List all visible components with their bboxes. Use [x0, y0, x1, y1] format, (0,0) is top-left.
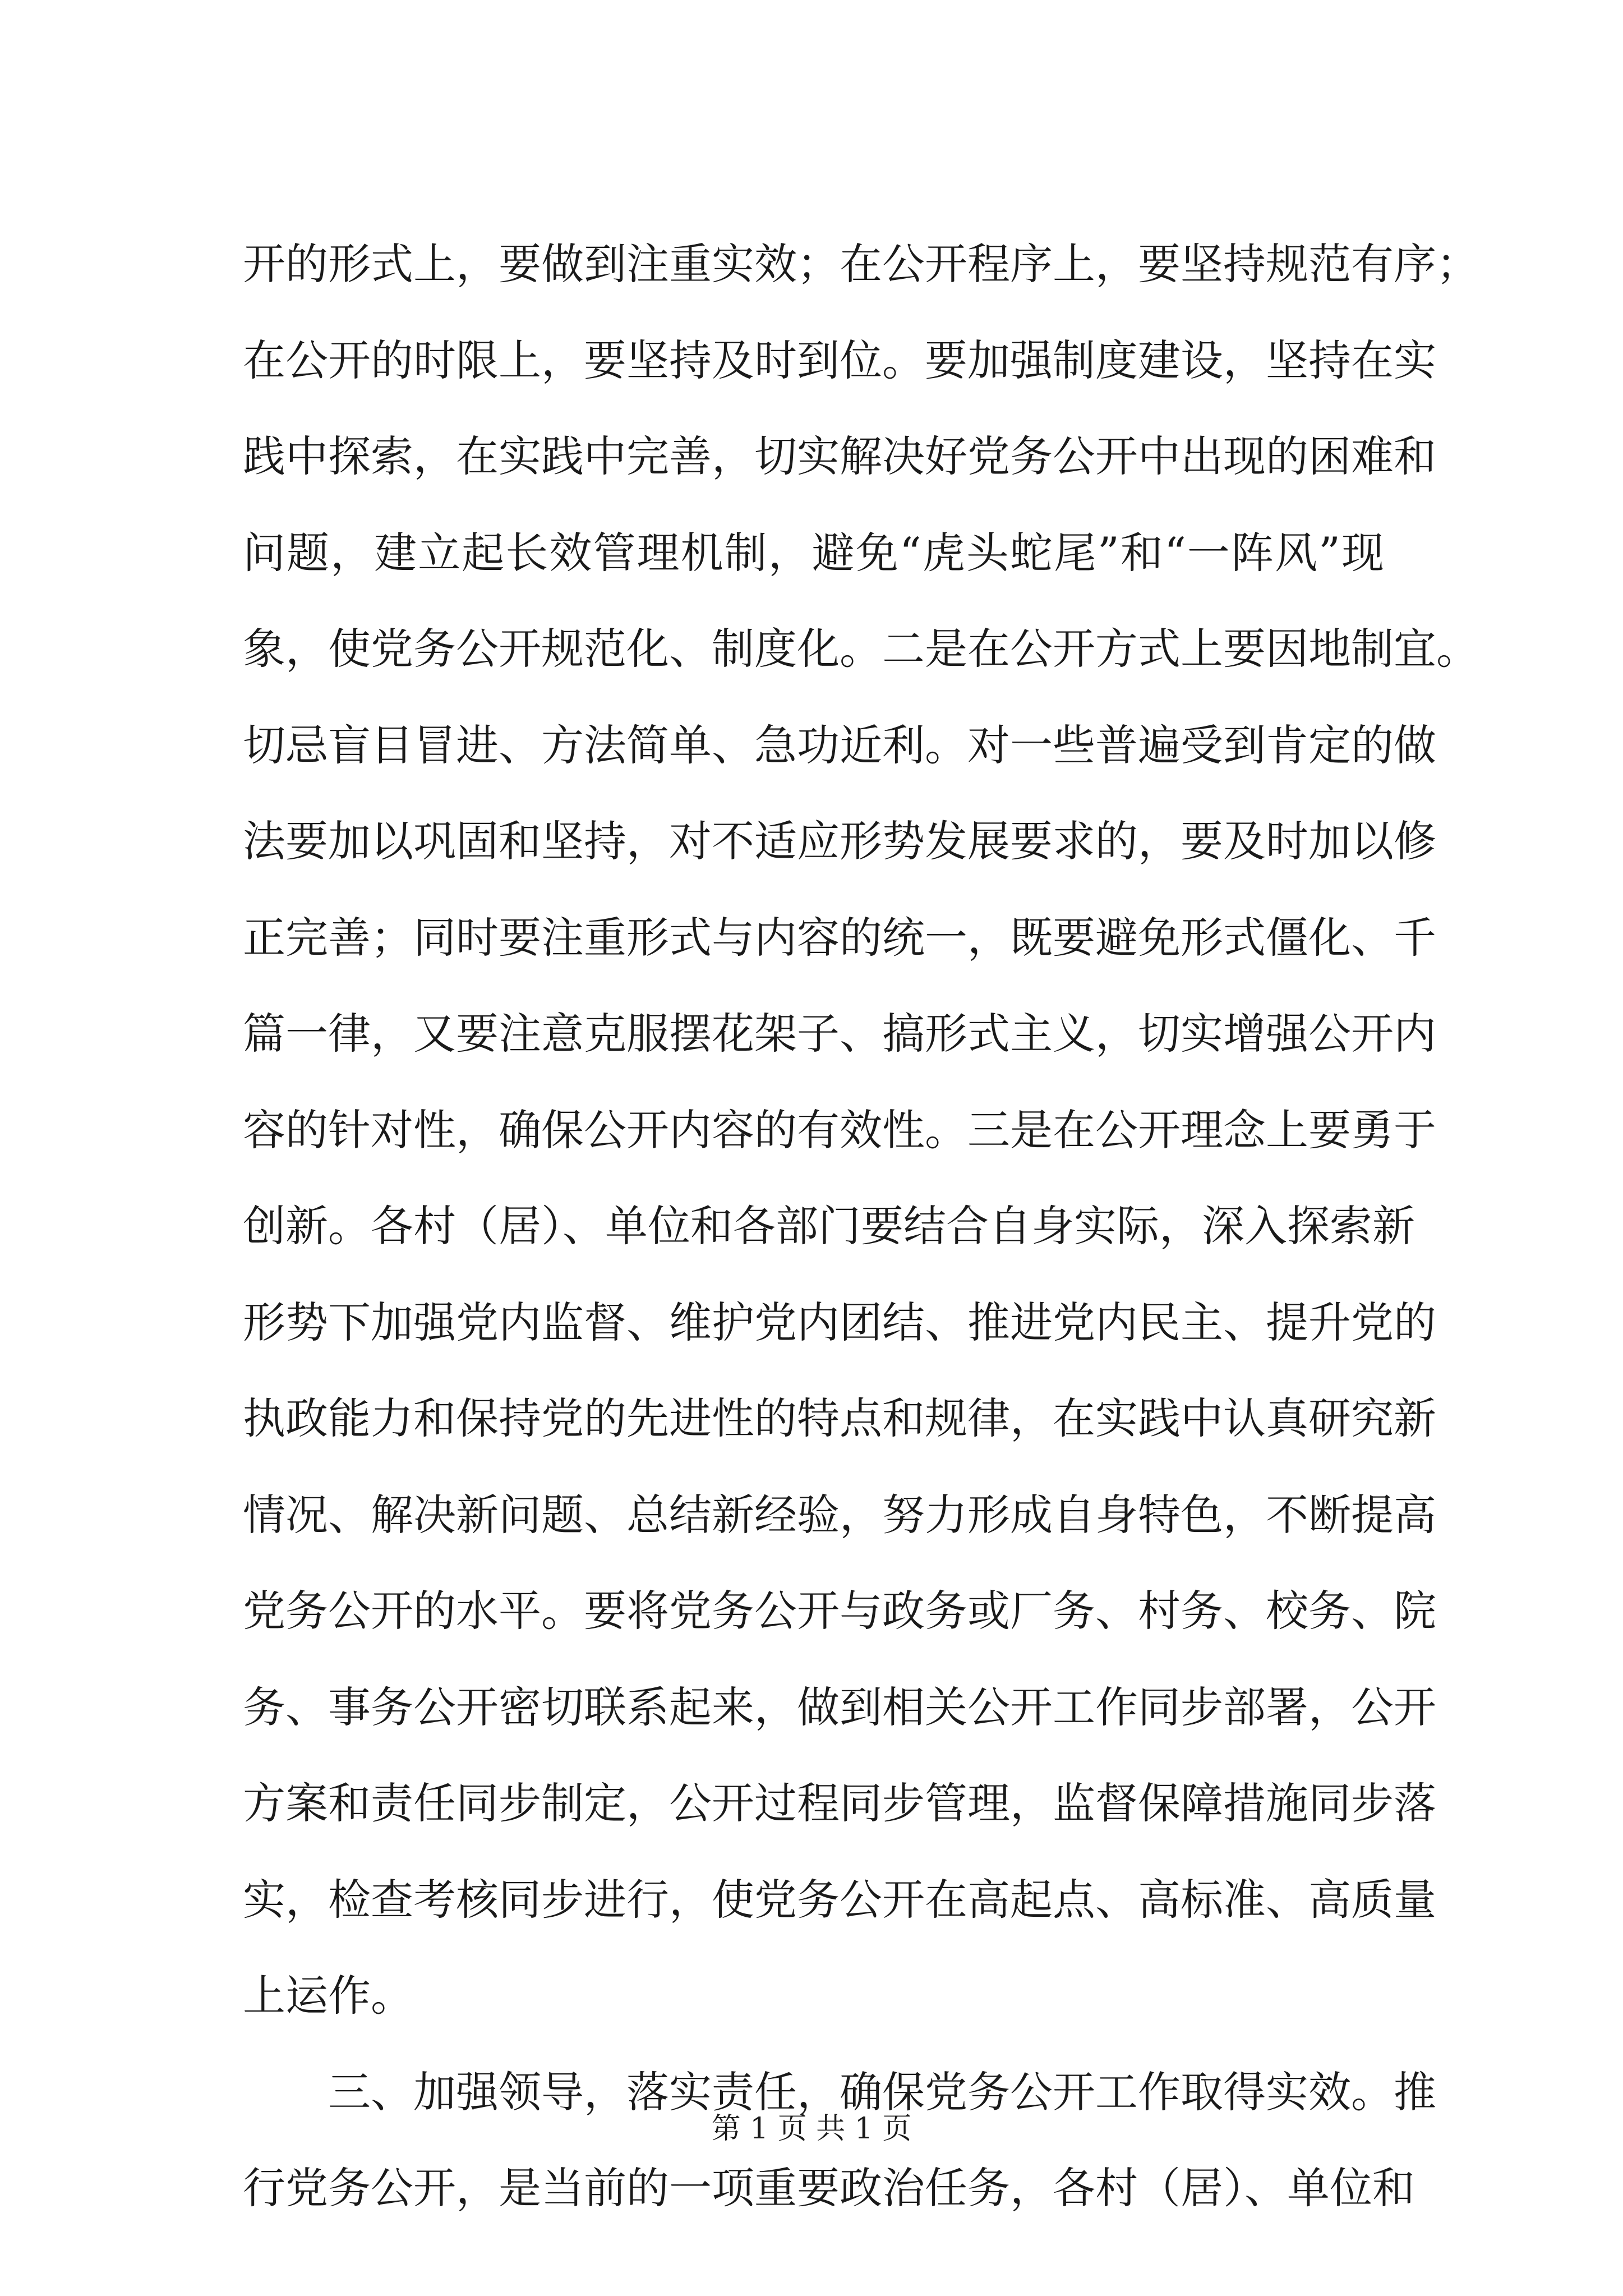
text-line: 正完善；同时要注重形式与内容的统一，既要避免形式僵化、千 — [243, 912, 1436, 963]
text-line: 行党务公开，是当前的一项重要政治任务，各村（居）、单位和 — [243, 2163, 1415, 2213]
text-line: 问题，建立起长效管理机制，避免“虎头蛇尾”和“一阵风”现 — [243, 527, 1384, 578]
text-line: 实，检查考核同步进行，使党务公开在高起点、高标准、高质量 — [243, 1874, 1436, 1925]
text-line: 象，使党务公开规范化、制度化。二是在公开方式上要因地制宜。 — [243, 624, 1479, 674]
text-line: 容的针对性，确保公开内容的有效性。三是在公开理念上要勇于 — [243, 1105, 1436, 1155]
paragraph-end-line: 上运作。 — [243, 1971, 413, 2021]
text-line: 创新。各村（居）、单位和各部门要结合自身实际，深入探索新 — [243, 1201, 1415, 1251]
page-number-footer: 第 1 页 共 1 页 — [711, 2112, 912, 2146]
text-line: 开的形式上，要做到注重实效；在公开程序上，要坚持规范有序； — [243, 239, 1479, 289]
section-heading-line: 三、加强领导，落实责任，确保党务公开工作取得实效。推 — [328, 2067, 1436, 2117]
text-line: 方案和责任同步制定，公开过程同步管理，监督保障措施同步落 — [243, 1778, 1436, 1828]
text-line: 切忌盲目冒进、方法简单、急功近利。对一些普遍受到肯定的做 — [243, 720, 1436, 770]
text-line: 务、事务公开密切联系起来，做到相关公开工作同步部署，公开 — [243, 1682, 1436, 1732]
body-text — [243, 216, 1479, 2237]
text-line: 法要加以巩固和坚持，对不适应形势发展要求的，要及时加以修 — [243, 816, 1436, 866]
text-line: 执政能力和保持党的先进性的特点和规律，在实践中认真研究新 — [243, 1393, 1436, 1443]
text-line: 在公开的时限上，要坚持及时到位。要加强制度建设，坚持在实 — [243, 335, 1436, 385]
text-line: 形势下加强党内监督、维护党内团结、推进党内民主、提升党的 — [243, 1297, 1436, 1347]
text-line: 践中探索，在实践中完善，切实解决好党务公开中出现的困难和 — [243, 431, 1436, 481]
text-line: 篇一律，又要注意克服摆花架子、搞形式主义，切实增强公开内 — [243, 1009, 1436, 1059]
text-line: 情况、解决新问题、总结新经验，努力形成自身特色，不断提高 — [243, 1489, 1436, 1540]
text-line: 党务公开的水平。要将党务公开与政务或厂务、村务、校务、院 — [243, 1586, 1436, 1636]
